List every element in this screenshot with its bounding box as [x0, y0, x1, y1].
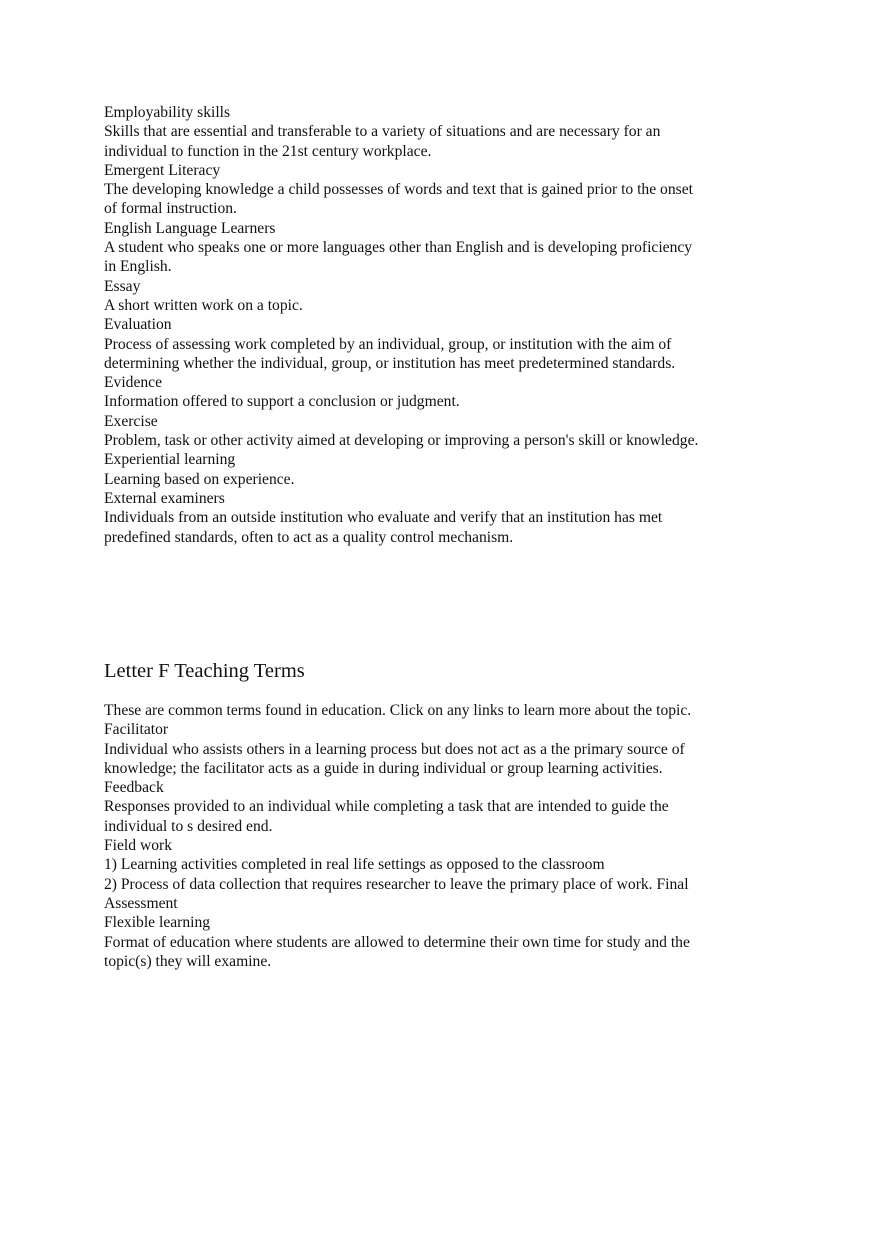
- term-field-work: Field work: [104, 837, 173, 855]
- section-f-heading: Letter F Teaching Terms: [104, 660, 305, 682]
- definition-evaluation: Process of assessing work completed by an individual, group, or institution with the aim of determining whether the individual, group, or institution has meet predetermined standards.: [104, 335, 676, 372]
- term-experiential-learning: Experiential learning: [104, 451, 236, 469]
- document-page: [104, 103, 704, 970]
- definition-essay: A short written work on a topic.: [104, 296, 303, 314]
- definition-evidence: Information offered to support a conclusion or judgment.: [104, 393, 460, 411]
- field-work-item-1: 1) Learning activities completed in real life settings as opposed to the classroom: [104, 856, 605, 874]
- section-e-glossary: [104, 103, 704, 547]
- term-emergent-literacy: Emergent Literacy: [104, 161, 221, 179]
- definition-feedback: Responses provided to an individual while completing a task that are intended to guide the individual to s desired end.: [104, 798, 669, 835]
- term-feedback: Feedback: [104, 779, 164, 797]
- term-exercise: Exercise: [104, 412, 158, 430]
- definition-english-language-learners: A student who speaks one or more languages other than English and is developing proficiency in English.: [104, 239, 693, 276]
- term-external-examiners: External examiners: [104, 489, 225, 507]
- definition-external-examiners: Individuals from an outside institution who evaluate and verify that an institution has met predefined standards, often to act as a quality control mechanism.: [104, 509, 663, 546]
- term-evaluation: Evaluation: [104, 316, 172, 334]
- section-f-glossary: [104, 701, 704, 971]
- definition-emergent-literacy: The developing knowledge a child possesses of words and text that is gained prior to the onset of formal instruction.: [104, 181, 693, 218]
- section-f-intro: These are common terms found in education. Click on any links to learn more about the topic.: [104, 702, 692, 719]
- term-employability-skills: Employability skills: [104, 104, 231, 121]
- term-essay: Essay: [104, 277, 141, 295]
- definition-employability-skills: Skills that are essential and transferable to a variety of situations and are necessary for an individual to function in the 21st century workplace.: [104, 123, 661, 160]
- definition-facilitator: Individual who assists others in a learning process but does not act as a the primary source of knowledge; the facilitator acts as a guide in during individual or group learning activities.: [104, 740, 685, 777]
- term-evidence: Evidence: [104, 374, 163, 392]
- term-facilitator: Facilitator: [104, 721, 169, 739]
- term-flexible-learning: Flexible learning: [104, 914, 211, 932]
- field-work-item-2: 2) Process of data collection that requires researcher to leave the primary place of work. Final Assessment: [104, 875, 689, 912]
- term-english-language-learners: English Language Learners: [104, 219, 276, 237]
- definition-exercise: Problem, task or other activity aimed at developing or improving a person's skill or knowledge.: [104, 432, 699, 450]
- definition-flexible-learning: Format of education where students are allowed to determine their own time for study and the topic(s) they will examine.: [104, 933, 690, 970]
- definition-experiential-learning: Learning based on experience.: [104, 470, 295, 488]
